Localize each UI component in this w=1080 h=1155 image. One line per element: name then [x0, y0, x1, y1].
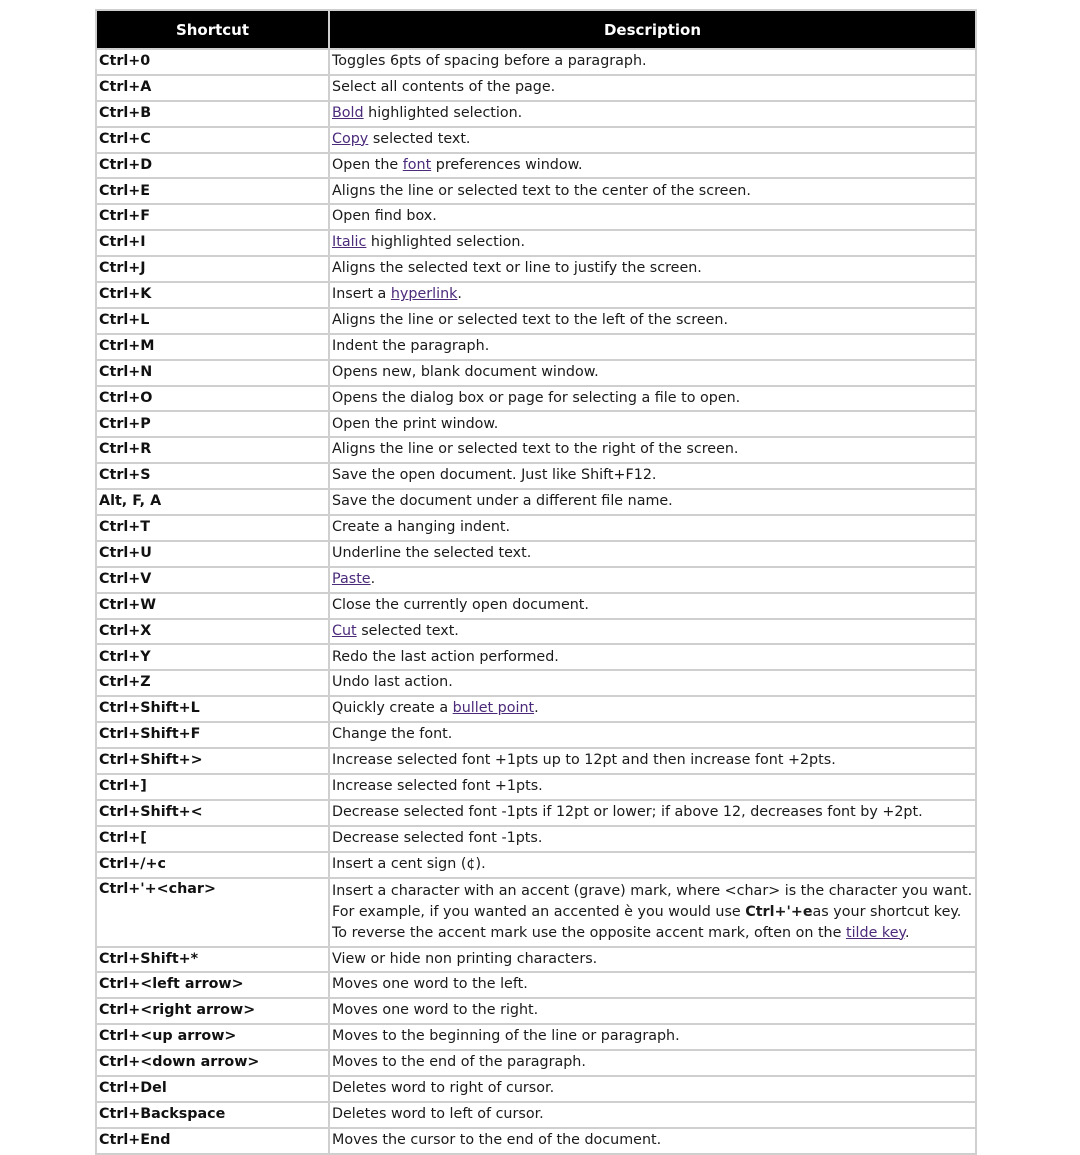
- shortcut-key-cell: Ctrl+E: [96, 178, 329, 204]
- table-row: [96, 49, 976, 75]
- shortcut-key-cell: Ctrl+T: [96, 515, 329, 541]
- shortcut-key-cell: Ctrl+K: [96, 282, 329, 308]
- table-row: [96, 541, 976, 567]
- description-cell: Create a hanging indent.: [329, 515, 976, 541]
- description-text: .: [457, 286, 462, 303]
- description-cell: Moves to the end of the paragraph.: [329, 1050, 976, 1076]
- table-row: [96, 75, 976, 101]
- description-cell: Decrease selected font -1pts if 12pt or lower; if above 12, decreases font by +2pt.: [329, 800, 976, 826]
- description-cell: Save the document under a different file name.: [329, 489, 976, 515]
- shortcut-key-cell: Ctrl+M: [96, 334, 329, 360]
- shortcut-key-cell: Ctrl+O: [96, 386, 329, 412]
- description-text: preferences window.: [431, 156, 583, 173]
- shortcut-key-cell: Ctrl+A: [96, 75, 329, 101]
- shortcut-key-cell: Ctrl+Y: [96, 644, 329, 670]
- description-cell: Aligns the line or selected text to the right of the screen.: [329, 437, 976, 463]
- table-row: [96, 489, 976, 515]
- shortcut-key-cell: Ctrl+Shift+>: [96, 748, 329, 774]
- shortcut-key-cell: Ctrl+Backspace: [96, 1102, 329, 1128]
- description-cell: Aligns the selected text or line to justify the screen.: [329, 256, 976, 282]
- shortcut-key-cell: Ctrl+Shift+F: [96, 722, 329, 748]
- description-text: selected text.: [368, 130, 471, 147]
- shortcut-key-cell: Ctrl+Shift+*: [96, 947, 329, 973]
- table-row: [96, 334, 976, 360]
- table-row: [96, 826, 976, 852]
- table-row: [96, 153, 976, 179]
- description-cell: Underline the selected text.: [329, 541, 976, 567]
- shortcut-key-cell: Ctrl+Z: [96, 670, 329, 696]
- description-text: highlighted selection.: [363, 104, 523, 121]
- description-cell: Insert a cent sign (¢).: [329, 852, 976, 878]
- description-cell: Opens the dialog box or page for selecting a file to open.: [329, 386, 976, 412]
- table-row: [96, 1102, 976, 1128]
- shortcut-key-cell: Ctrl+<down arrow>: [96, 1050, 329, 1076]
- shortcut-key-cell: Ctrl+/+c: [96, 852, 329, 878]
- shortcut-key-cell: Ctrl+N: [96, 360, 329, 386]
- table-row: [96, 670, 976, 696]
- description-cell: [329, 619, 976, 645]
- table-row: [96, 360, 976, 386]
- shortcut-key-cell: Ctrl+0: [96, 49, 329, 75]
- description-cell: Open the print window.: [329, 411, 976, 437]
- table-row: [96, 878, 976, 947]
- description-text: .: [370, 570, 376, 587]
- shortcut-key-cell: Alt, F, A: [96, 489, 329, 515]
- description-link[interactable]: Bold: [332, 104, 364, 121]
- table-row: [96, 972, 976, 998]
- shortcut-key-cell: Ctrl+Shift+L: [96, 696, 329, 722]
- description-cell: Opens new, blank document window.: [329, 360, 976, 386]
- description-cell: Close the currently open document.: [329, 593, 976, 619]
- table-row: [96, 230, 976, 256]
- shortcut-key-cell: Ctrl+Shift+<: [96, 800, 329, 826]
- shortcut-key-cell: Ctrl+P: [96, 411, 329, 437]
- description-cell: Deletes word to left of cursor.: [329, 1102, 976, 1128]
- description-link[interactable]: Copy: [332, 130, 369, 147]
- shortcut-table: [95, 9, 977, 1155]
- description-cell: Aligns the line or selected text to the left of the screen.: [329, 308, 976, 334]
- description-link[interactable]: bullet point: [452, 700, 535, 717]
- table-row: [96, 593, 976, 619]
- description-cell: Save the open document. Just like Shift+F12.: [329, 463, 976, 489]
- description-cell: Increase selected font +1pts up to 12pt and then increase font +2pts.: [329, 748, 976, 774]
- table-row: [96, 1050, 976, 1076]
- description-cell: Undo last action.: [329, 670, 976, 696]
- description-cell: Moves one word to the left.: [329, 972, 976, 998]
- description-link[interactable]: Cut: [332, 622, 357, 639]
- description-cell: [329, 230, 976, 256]
- description-cell: [329, 878, 976, 947]
- table-row: [96, 437, 976, 463]
- description-cell: [329, 696, 976, 722]
- description-link[interactable]: tilde key: [845, 924, 905, 941]
- table-row: [96, 947, 976, 973]
- table-row: [96, 644, 976, 670]
- shortcut-key-cell: Ctrl+Del: [96, 1076, 329, 1102]
- shortcut-key-cell: Ctrl+D: [96, 153, 329, 179]
- shortcut-key-cell: Ctrl+V: [96, 567, 329, 593]
- table-row: [96, 282, 976, 308]
- table-row: [96, 386, 976, 412]
- table-row: [96, 619, 976, 645]
- description-link[interactable]: Italic: [332, 234, 367, 251]
- description-cell: Select all contents of the page.: [329, 75, 976, 101]
- description-cell: [329, 567, 976, 593]
- description-cell: Deletes word to right of cursor.: [329, 1076, 976, 1102]
- table-row: [96, 800, 976, 826]
- shortcut-key-cell: Ctrl+[: [96, 826, 329, 852]
- table-row: [96, 204, 976, 230]
- shortcut-key-cell: Ctrl+F: [96, 204, 329, 230]
- table-row: [96, 178, 976, 204]
- description-cell: [329, 101, 976, 127]
- table-row: [96, 256, 976, 282]
- description-text: highlighted selection.: [366, 234, 526, 251]
- table-row: [96, 411, 976, 437]
- shortcut-key-cell: Ctrl+U: [96, 541, 329, 567]
- table-row: [96, 515, 976, 541]
- description-text: as your shortcut key. To reverse the accent mark use the opposite accent mark, often on the: [332, 903, 962, 941]
- description-text: Open the: [332, 156, 403, 173]
- description-cell: Increase selected font +1pts.: [329, 774, 976, 800]
- shortcut-key-cell: Ctrl+'+<char>: [96, 878, 329, 947]
- shortcut-key-cell: Ctrl+<left arrow>: [96, 972, 329, 998]
- description-text: Quickly create a: [332, 700, 453, 717]
- description-cell: [329, 153, 976, 179]
- description-cell: Open find box.: [329, 204, 976, 230]
- table-row: [96, 774, 976, 800]
- table-row: [96, 127, 976, 153]
- description-link[interactable]: font: [402, 156, 432, 173]
- shortcut-key-cell: Ctrl+B: [96, 101, 329, 127]
- shortcut-key-cell: Ctrl+X: [96, 619, 329, 645]
- description-cell: Toggles 6pts of spacing before a paragraph.: [329, 49, 976, 75]
- shortcut-key-cell: Ctrl+S: [96, 463, 329, 489]
- shortcut-key-cell: Ctrl+<up arrow>: [96, 1024, 329, 1050]
- table-row: [96, 101, 976, 127]
- shortcut-key-cell: Ctrl+<right arrow>: [96, 998, 329, 1024]
- table-row: [96, 463, 976, 489]
- description-cell: Moves one word to the right.: [329, 998, 976, 1024]
- description-column-header: Description: [329, 10, 976, 49]
- description-cell: Moves the cursor to the end of the document.: [329, 1128, 976, 1154]
- shortcut-key-cell: Ctrl+W: [96, 593, 329, 619]
- description-cell: Decrease selected font -1pts.: [329, 826, 976, 852]
- shortcut-key-cell: Ctrl+End: [96, 1128, 329, 1154]
- shortcut-key-cell: Ctrl+L: [96, 308, 329, 334]
- description-text: .: [534, 700, 539, 717]
- table-row: [96, 1128, 976, 1154]
- shortcut-key-cell: Ctrl+I: [96, 230, 329, 256]
- description-cell: Change the font.: [329, 722, 976, 748]
- description-text: Insert a character with an accent (grave) mark, where <char> is the character you want. For example, if you wanted an accented è you would use: [332, 882, 973, 920]
- description-cell: Indent the paragraph.: [329, 334, 976, 360]
- description-cell: Moves to the beginning of the line or paragraph.: [329, 1024, 976, 1050]
- table-row: [96, 308, 976, 334]
- table-header-row: [96, 10, 976, 49]
- description-bold-text: Ctrl+'+e: [745, 903, 813, 920]
- description-text: selected text.: [356, 622, 459, 639]
- description-cell: [329, 282, 976, 308]
- table-row: [96, 1024, 976, 1050]
- description-text: .: [904, 924, 910, 941]
- table-row: [96, 722, 976, 748]
- description-text: Insert a: [332, 286, 391, 303]
- description-link[interactable]: Paste: [332, 570, 371, 587]
- table-row: [96, 696, 976, 722]
- shortcut-key-cell: Ctrl+J: [96, 256, 329, 282]
- table-row: [96, 567, 976, 593]
- shortcut-column-header: Shortcut: [96, 10, 329, 49]
- table-body: [96, 49, 976, 1154]
- description-link[interactable]: hyperlink: [390, 286, 458, 303]
- table-row: [96, 852, 976, 878]
- shortcut-key-cell: Ctrl+]: [96, 774, 329, 800]
- table-row: [96, 748, 976, 774]
- description-cell: Redo the last action performed.: [329, 644, 976, 670]
- shortcut-key-cell: Ctrl+C: [96, 127, 329, 153]
- shortcut-key-cell: Ctrl+R: [96, 437, 329, 463]
- table-row: [96, 998, 976, 1024]
- description-cell: [329, 127, 976, 153]
- description-cell: View or hide non printing characters.: [329, 947, 976, 973]
- description-cell: Aligns the line or selected text to the center of the screen.: [329, 178, 976, 204]
